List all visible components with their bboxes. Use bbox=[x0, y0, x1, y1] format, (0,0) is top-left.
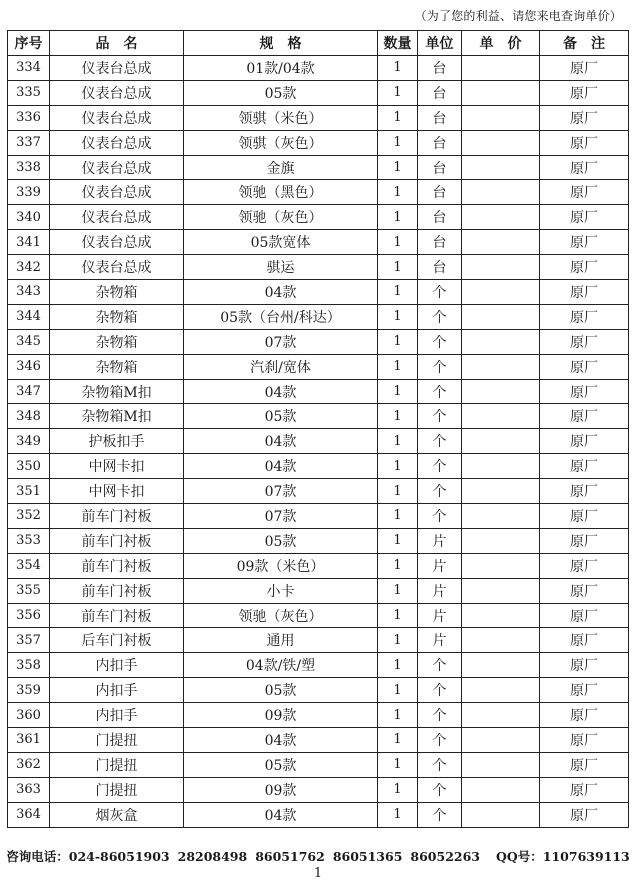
cell-qty: 1 bbox=[378, 280, 418, 305]
cell-unit: 片 bbox=[418, 553, 462, 578]
cell-seq: 343 bbox=[8, 280, 50, 305]
cell-name: 杂物箱M扣 bbox=[50, 379, 184, 404]
cell-remark: 原厂 bbox=[540, 703, 629, 728]
cell-seq: 345 bbox=[8, 329, 50, 354]
header-spec: 规格 bbox=[184, 31, 378, 56]
cell-remark: 原厂 bbox=[540, 802, 629, 827]
cell-price bbox=[462, 628, 540, 653]
cell-name: 杂物箱 bbox=[50, 304, 184, 329]
cell-seq: 357 bbox=[8, 628, 50, 653]
table-row bbox=[8, 329, 629, 354]
cell-remark: 原厂 bbox=[540, 379, 629, 404]
cell-name: 门提扭 bbox=[50, 752, 184, 777]
cell-spec: 领骐（米色） bbox=[184, 105, 378, 130]
cell-unit: 个 bbox=[418, 479, 462, 504]
cell-name: 前车门衬板 bbox=[50, 603, 184, 628]
cell-price bbox=[462, 180, 540, 205]
cell-price bbox=[462, 578, 540, 603]
cell-qty: 1 bbox=[378, 205, 418, 230]
cell-qty: 1 bbox=[378, 603, 418, 628]
cell-qty: 1 bbox=[378, 80, 418, 105]
cell-price bbox=[462, 504, 540, 529]
cell-qty: 1 bbox=[378, 230, 418, 255]
cell-remark: 原厂 bbox=[540, 777, 629, 802]
table-row bbox=[8, 180, 629, 205]
cell-seq: 347 bbox=[8, 379, 50, 404]
cell-unit: 片 bbox=[418, 528, 462, 553]
cell-remark: 原厂 bbox=[540, 404, 629, 429]
table-row bbox=[8, 255, 629, 280]
cell-name: 仪表台总成 bbox=[50, 180, 184, 205]
contact-footer bbox=[0, 847, 636, 865]
cell-seq: 364 bbox=[8, 802, 50, 827]
cell-unit: 个 bbox=[418, 777, 462, 802]
cell-spec: 05款 bbox=[184, 404, 378, 429]
cell-unit: 台 bbox=[418, 56, 462, 81]
cell-qty: 1 bbox=[378, 180, 418, 205]
cell-remark: 原厂 bbox=[540, 653, 629, 678]
header-name: 品名 bbox=[50, 31, 184, 56]
contact-label: 咨询电话： bbox=[6, 849, 69, 864]
cell-spec: 07款 bbox=[184, 329, 378, 354]
cell-spec: 汽刹/宽体 bbox=[184, 354, 378, 379]
cell-price bbox=[462, 354, 540, 379]
cell-spec: 01款/04款 bbox=[184, 56, 378, 81]
cell-seq: 351 bbox=[8, 479, 50, 504]
table-row bbox=[8, 653, 629, 678]
table-row bbox=[8, 155, 629, 180]
cell-unit: 个 bbox=[418, 379, 462, 404]
cell-spec: 09款 bbox=[184, 777, 378, 802]
cell-seq: 360 bbox=[8, 703, 50, 728]
cell-price bbox=[462, 777, 540, 802]
parts-price-table bbox=[7, 30, 629, 828]
cell-spec: 领驰（灰色） bbox=[184, 205, 378, 230]
cell-qty: 1 bbox=[378, 379, 418, 404]
cell-name: 烟灰盒 bbox=[50, 802, 184, 827]
cell-seq: 353 bbox=[8, 528, 50, 553]
cell-remark: 原厂 bbox=[540, 454, 629, 479]
cell-qty: 1 bbox=[378, 578, 418, 603]
cell-price bbox=[462, 329, 540, 354]
cell-remark: 原厂 bbox=[540, 329, 629, 354]
cell-seq: 335 bbox=[8, 80, 50, 105]
cell-remark: 原厂 bbox=[540, 180, 629, 205]
cell-remark: 原厂 bbox=[540, 479, 629, 504]
cell-remark: 原厂 bbox=[540, 429, 629, 454]
cell-price bbox=[462, 105, 540, 130]
cell-unit: 台 bbox=[418, 205, 462, 230]
cell-remark: 原厂 bbox=[540, 603, 629, 628]
cell-spec: 05款（台州/科达） bbox=[184, 304, 378, 329]
cell-remark: 原厂 bbox=[540, 105, 629, 130]
cell-qty: 1 bbox=[378, 155, 418, 180]
table-row bbox=[8, 404, 629, 429]
cell-name: 前车门衬板 bbox=[50, 578, 184, 603]
cell-seq: 334 bbox=[8, 56, 50, 81]
cell-remark: 原厂 bbox=[540, 752, 629, 777]
table-row bbox=[8, 678, 629, 703]
cell-seq: 349 bbox=[8, 429, 50, 454]
cell-unit: 台 bbox=[418, 80, 462, 105]
cell-qty: 1 bbox=[378, 553, 418, 578]
cell-seq: 355 bbox=[8, 578, 50, 603]
cell-spec: 骐运 bbox=[184, 255, 378, 280]
table-row bbox=[8, 105, 629, 130]
table-header-row bbox=[8, 31, 629, 56]
cell-name: 中网卡扣 bbox=[50, 454, 184, 479]
header-qty: 数量 bbox=[378, 31, 418, 56]
cell-unit: 片 bbox=[418, 603, 462, 628]
cell-seq: 359 bbox=[8, 678, 50, 703]
cell-qty: 1 bbox=[378, 728, 418, 753]
table-row bbox=[8, 280, 629, 305]
cell-price bbox=[462, 80, 540, 105]
cell-unit: 个 bbox=[418, 404, 462, 429]
cell-spec: 04款 bbox=[184, 379, 378, 404]
cell-name: 杂物箱 bbox=[50, 354, 184, 379]
table-row bbox=[8, 130, 629, 155]
cell-seq: 340 bbox=[8, 205, 50, 230]
cell-qty: 1 bbox=[378, 678, 418, 703]
cell-unit: 个 bbox=[418, 304, 462, 329]
cell-price bbox=[462, 752, 540, 777]
cell-qty: 1 bbox=[378, 752, 418, 777]
cell-name: 内扣手 bbox=[50, 653, 184, 678]
cell-spec: 07款 bbox=[184, 504, 378, 529]
cell-name: 内扣手 bbox=[50, 678, 184, 703]
cell-name: 中网卡扣 bbox=[50, 479, 184, 504]
cell-seq: 339 bbox=[8, 180, 50, 205]
cell-price bbox=[462, 130, 540, 155]
cell-seq: 361 bbox=[8, 728, 50, 753]
cell-name: 仪表台总成 bbox=[50, 56, 184, 81]
cell-name: 门提扭 bbox=[50, 777, 184, 802]
cell-unit: 台 bbox=[418, 130, 462, 155]
cell-remark: 原厂 bbox=[540, 205, 629, 230]
cell-spec: 05款 bbox=[184, 678, 378, 703]
cell-remark: 原厂 bbox=[540, 528, 629, 553]
cell-price bbox=[462, 280, 540, 305]
cell-remark: 原厂 bbox=[540, 304, 629, 329]
cell-seq: 354 bbox=[8, 553, 50, 578]
page-number: 1 bbox=[313, 866, 323, 881]
cell-spec: 07款 bbox=[184, 479, 378, 504]
table-row bbox=[8, 802, 629, 827]
cell-qty: 1 bbox=[378, 255, 418, 280]
cell-seq: 342 bbox=[8, 255, 50, 280]
table-row bbox=[8, 628, 629, 653]
cell-remark: 原厂 bbox=[540, 230, 629, 255]
cell-seq: 336 bbox=[8, 105, 50, 130]
cell-qty: 1 bbox=[378, 105, 418, 130]
cell-price bbox=[462, 255, 540, 280]
cell-name: 杂物箱 bbox=[50, 329, 184, 354]
cell-spec: 04款 bbox=[184, 280, 378, 305]
cell-spec: 小卡 bbox=[184, 578, 378, 603]
cell-seq: 344 bbox=[8, 304, 50, 329]
cell-qty: 1 bbox=[378, 56, 418, 81]
cell-seq: 337 bbox=[8, 130, 50, 155]
cell-unit: 个 bbox=[418, 703, 462, 728]
cell-price bbox=[462, 404, 540, 429]
header-remark: 备注 bbox=[540, 31, 629, 56]
cell-name: 杂物箱 bbox=[50, 280, 184, 305]
cell-spec: 09款 bbox=[184, 703, 378, 728]
cell-spec: 05款 bbox=[184, 528, 378, 553]
cell-name: 后车门衬板 bbox=[50, 628, 184, 653]
cell-unit: 片 bbox=[418, 628, 462, 653]
cell-qty: 1 bbox=[378, 479, 418, 504]
cell-remark: 原厂 bbox=[540, 56, 629, 81]
table-row bbox=[8, 728, 629, 753]
table-body bbox=[8, 56, 629, 828]
cell-unit: 个 bbox=[418, 653, 462, 678]
cell-remark: 原厂 bbox=[540, 553, 629, 578]
table-row bbox=[8, 553, 629, 578]
cell-name: 前车门衬板 bbox=[50, 504, 184, 529]
cell-name: 内扣手 bbox=[50, 703, 184, 728]
cell-seq: 362 bbox=[8, 752, 50, 777]
cell-unit: 个 bbox=[418, 678, 462, 703]
table-row bbox=[8, 454, 629, 479]
cell-qty: 1 bbox=[378, 304, 418, 329]
table-row bbox=[8, 80, 629, 105]
cell-name: 仪表台总成 bbox=[50, 155, 184, 180]
cell-remark: 原厂 bbox=[540, 678, 629, 703]
cell-name: 护板扣手 bbox=[50, 429, 184, 454]
cell-unit: 台 bbox=[418, 180, 462, 205]
cell-price bbox=[462, 155, 540, 180]
cell-qty: 1 bbox=[378, 504, 418, 529]
cell-qty: 1 bbox=[378, 777, 418, 802]
table-row bbox=[8, 429, 629, 454]
cell-name: 仪表台总成 bbox=[50, 205, 184, 230]
cell-remark: 原厂 bbox=[540, 578, 629, 603]
cell-remark: 原厂 bbox=[540, 728, 629, 753]
cell-price bbox=[462, 379, 540, 404]
cell-price bbox=[462, 728, 540, 753]
cell-spec: 09款（米色） bbox=[184, 553, 378, 578]
cell-unit: 台 bbox=[418, 255, 462, 280]
cell-qty: 1 bbox=[378, 404, 418, 429]
cell-name: 杂物箱M扣 bbox=[50, 404, 184, 429]
contact-phone: 86051762 bbox=[255, 849, 325, 864]
cell-price bbox=[462, 653, 540, 678]
cell-price bbox=[462, 454, 540, 479]
cell-spec: 05款 bbox=[184, 752, 378, 777]
cell-spec: 通用 bbox=[184, 628, 378, 653]
cell-unit: 个 bbox=[418, 802, 462, 827]
table-row bbox=[8, 703, 629, 728]
cell-spec: 领驰（灰色） bbox=[184, 603, 378, 628]
cell-unit: 台 bbox=[418, 230, 462, 255]
cell-unit: 个 bbox=[418, 280, 462, 305]
cell-remark: 原厂 bbox=[540, 280, 629, 305]
cell-unit: 个 bbox=[418, 728, 462, 753]
cell-spec: 领骐（灰色） bbox=[184, 130, 378, 155]
cell-unit: 个 bbox=[418, 329, 462, 354]
cell-spec: 金旗 bbox=[184, 155, 378, 180]
cell-unit: 片 bbox=[418, 578, 462, 603]
cell-spec: 04款 bbox=[184, 429, 378, 454]
cell-spec: 04款 bbox=[184, 728, 378, 753]
cell-price bbox=[462, 553, 540, 578]
cell-qty: 1 bbox=[378, 628, 418, 653]
table-row bbox=[8, 205, 629, 230]
cell-seq: 348 bbox=[8, 404, 50, 429]
cell-remark: 原厂 bbox=[540, 354, 629, 379]
cell-unit: 个 bbox=[418, 429, 462, 454]
table-row bbox=[8, 752, 629, 777]
cell-unit: 个 bbox=[418, 504, 462, 529]
cell-name: 仪表台总成 bbox=[50, 80, 184, 105]
cell-price bbox=[462, 528, 540, 553]
cell-qty: 1 bbox=[378, 703, 418, 728]
contact-phone: 86051365 bbox=[332, 849, 403, 864]
cell-seq: 341 bbox=[8, 230, 50, 255]
cell-spec: 04款/铁/塑 bbox=[184, 653, 378, 678]
cell-spec: 04款 bbox=[184, 802, 378, 827]
table-row bbox=[8, 528, 629, 553]
cell-unit: 个 bbox=[418, 752, 462, 777]
cell-name: 仪表台总成 bbox=[50, 230, 184, 255]
cell-seq: 358 bbox=[8, 653, 50, 678]
cell-price bbox=[462, 304, 540, 329]
cell-seq: 356 bbox=[8, 603, 50, 628]
cell-spec: 04款 bbox=[184, 454, 378, 479]
cell-qty: 1 bbox=[378, 454, 418, 479]
cell-price bbox=[462, 429, 540, 454]
cell-spec: 05款 bbox=[184, 80, 378, 105]
price-inquiry-notice: （为了您的利益、请您来电查询单价） bbox=[414, 9, 622, 23]
table-row bbox=[8, 603, 629, 628]
cell-seq: 346 bbox=[8, 354, 50, 379]
table-row bbox=[8, 354, 629, 379]
cell-seq: 363 bbox=[8, 777, 50, 802]
table-row bbox=[8, 479, 629, 504]
qq-number: 1107639113 bbox=[542, 849, 630, 864]
cell-name: 仪表台总成 bbox=[50, 255, 184, 280]
cell-price bbox=[462, 205, 540, 230]
cell-unit: 台 bbox=[418, 105, 462, 130]
cell-qty: 1 bbox=[378, 802, 418, 827]
cell-seq: 338 bbox=[8, 155, 50, 180]
header-seq: 序号 bbox=[8, 31, 50, 56]
cell-name: 仪表台总成 bbox=[50, 130, 184, 155]
cell-seq: 352 bbox=[8, 504, 50, 529]
cell-remark: 原厂 bbox=[540, 130, 629, 155]
cell-qty: 1 bbox=[378, 354, 418, 379]
cell-remark: 原厂 bbox=[540, 255, 629, 280]
table-row bbox=[8, 304, 629, 329]
qq-label: QQ号： bbox=[496, 849, 543, 864]
table-row bbox=[8, 379, 629, 404]
cell-name: 门提扭 bbox=[50, 728, 184, 753]
cell-price bbox=[462, 678, 540, 703]
cell-price bbox=[462, 603, 540, 628]
cell-name: 仪表台总成 bbox=[50, 105, 184, 130]
cell-remark: 原厂 bbox=[540, 155, 629, 180]
table-row bbox=[8, 230, 629, 255]
cell-price bbox=[462, 703, 540, 728]
cell-name: 前车门衬板 bbox=[50, 553, 184, 578]
cell-qty: 1 bbox=[378, 653, 418, 678]
contact-phone: 28208498 bbox=[177, 849, 248, 864]
header-unit: 单位 bbox=[418, 31, 462, 56]
cell-remark: 原厂 bbox=[540, 628, 629, 653]
cell-remark: 原厂 bbox=[540, 504, 629, 529]
cell-spec: 领驰（黑色） bbox=[184, 180, 378, 205]
cell-qty: 1 bbox=[378, 130, 418, 155]
table-row bbox=[8, 504, 629, 529]
cell-price bbox=[462, 802, 540, 827]
table-row bbox=[8, 56, 629, 81]
table-row bbox=[8, 578, 629, 603]
cell-price bbox=[462, 230, 540, 255]
table-row bbox=[8, 777, 629, 802]
cell-name: 前车门衬板 bbox=[50, 528, 184, 553]
contact-phone: 024-86051903 bbox=[68, 849, 170, 864]
cell-spec: 05款宽体 bbox=[184, 230, 378, 255]
header-price: 单价 bbox=[462, 31, 540, 56]
cell-unit: 个 bbox=[418, 454, 462, 479]
cell-price bbox=[462, 56, 540, 81]
cell-seq: 350 bbox=[8, 454, 50, 479]
cell-remark: 原厂 bbox=[540, 80, 629, 105]
cell-qty: 1 bbox=[378, 329, 418, 354]
cell-price bbox=[462, 479, 540, 504]
cell-qty: 1 bbox=[378, 528, 418, 553]
cell-qty: 1 bbox=[378, 429, 418, 454]
cell-unit: 台 bbox=[418, 155, 462, 180]
contact-phone: 86052263 bbox=[410, 849, 480, 864]
cell-unit: 个 bbox=[418, 354, 462, 379]
